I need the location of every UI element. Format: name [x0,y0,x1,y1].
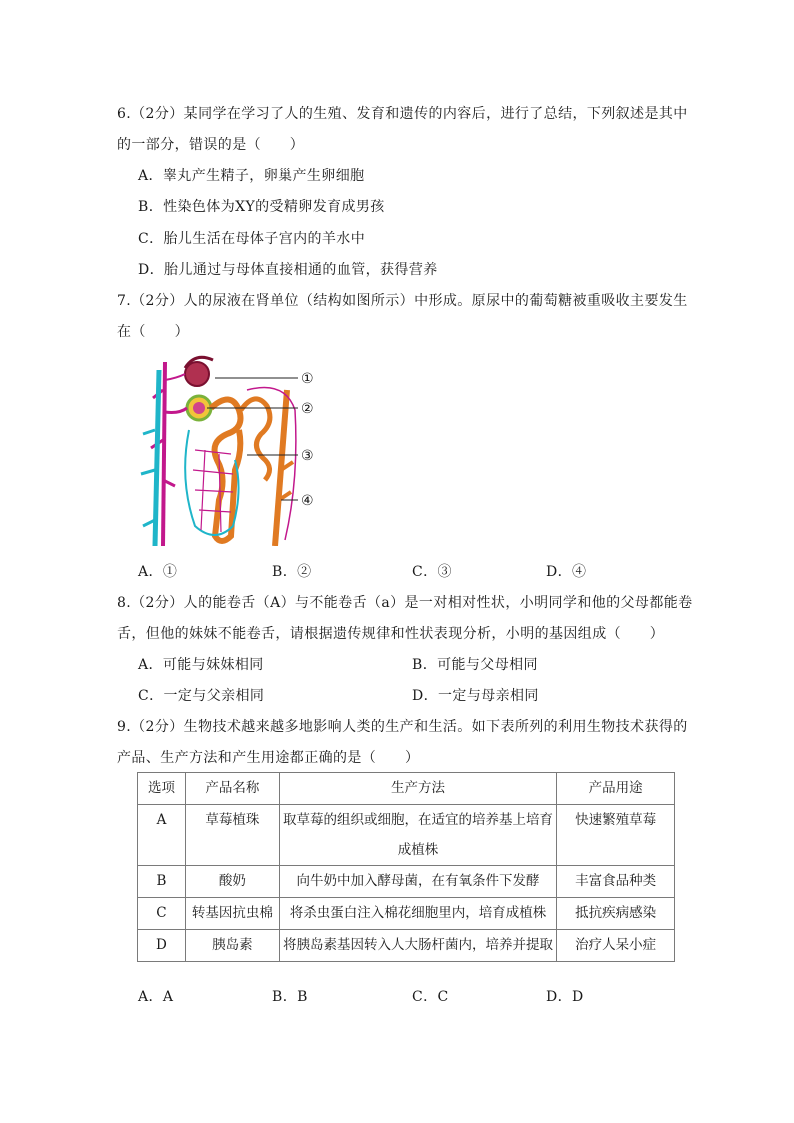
table-cell: 治疗人呆小症 [557,930,675,962]
table-cell: D [138,930,186,962]
label-3: ③ [301,448,314,464]
table-cell: 酸奶 [185,866,279,898]
table-header: 生产方法 [279,773,556,805]
q7-option-d: D．④ [546,564,587,580]
q9-stem-line1: 9.（2分）生物技术越来越多地影响人类的生产和生活。如下表所列的利用生物技术获得的 [117,719,688,735]
table-cell: 转基因抗虫棉 [185,898,279,930]
table-cell: 丰富食品种类 [557,866,675,898]
renal-capsule-top [185,362,209,386]
table-header-row [138,773,675,805]
q7-stem-line1: 7.（2分）人的尿液在肾单位（结构如图所示）中形成。原尿中的葡萄糖被重吸收主要发生 [117,293,688,309]
method-line: 成植株 [397,842,439,858]
q6-stem-line1: 6.（2分）某同学在学习了人的生殖、发育和遗传的内容后，进行了总结，下列叙述是其中 [117,106,688,122]
label-1: ① [301,371,314,387]
q7-option-c: C．③ [412,564,452,580]
q8-option-d: D．一定与母亲相同 [412,688,539,704]
q6-option-a: A．睾丸产生精子，卵巢产生卵细胞 [138,168,365,184]
table-cell: 向牛奶中加入酵母菌，在有氧条件下发酵 [279,866,556,898]
q6-stem-line2: 的一部分，错误的是（ ） [117,137,305,153]
table-cell: 胰岛素 [185,930,279,962]
q8-option-c: C．一定与父亲相同 [138,688,265,704]
table-row [138,898,675,930]
table-row [138,805,675,866]
table-header: 产品名称 [185,773,279,805]
table-row [138,866,675,898]
nephron-diagram [135,350,335,546]
q7-stem-line2: 在（ ） [117,324,189,340]
q8-option-a: A．可能与妹妹相同 [138,657,264,673]
table-row [138,930,675,962]
table-cell [279,805,556,866]
table-header: 产品用途 [557,773,675,805]
method-line: 取草莓的组织或细胞，在适宜的培养基上培育 [282,812,553,828]
label-4: ④ [301,493,314,509]
q8-option-b: B．可能与父母相同 [412,657,538,673]
vessel-artery [163,362,165,546]
q7-option-a: A．① [138,564,178,580]
q6-option-c: C．胎儿生活在母体子宫内的羊水中 [138,231,366,247]
q9-option-b: B．B [272,989,308,1005]
renal-tubule [211,399,241,541]
q9-stem-line2: 产品、生产方法和产生用途都正确的是（ ） [117,750,420,766]
table-cell: 抵抗疾病感染 [557,898,675,930]
label-2: ② [301,401,314,417]
table-cell: 草莓植珠 [185,805,279,866]
table-cell: 将胰岛素基因转入人大肠杆菌内，培养并提取 [279,930,556,962]
table-cell: B [138,866,186,898]
q6-option-b: B．性染色体为XY的受精卵发育成男孩 [138,199,385,215]
table-cell: C [138,898,186,930]
q9-option-c: C．C [412,989,449,1005]
q7-option-b: B．② [272,564,312,580]
table-cell: A [138,805,186,866]
q6-option-d: D．胎儿通过与母体直接相通的血管，获得营养 [138,262,438,278]
q9-option-a: A．A [138,989,174,1005]
q9-table [137,772,675,962]
table-header: 选项 [138,773,186,805]
table-cell: 将杀虫蛋白注入棉花细胞里内，培育成植株 [279,898,556,930]
table-cell: 快速繁殖草莓 [557,805,675,866]
q8-stem-line2: 舌，但他的妹妹不能卷舌，请根据遗传规律和性状表现分析，小明的基因组成（ ） [117,626,665,642]
q8-stem-line1: 8.（2分）人的能卷舌（A）与不能卷舌（a）是一对相对性状，小明同学和他的父母都能卷 [117,595,693,611]
q9-option-d: D．D [546,989,584,1005]
